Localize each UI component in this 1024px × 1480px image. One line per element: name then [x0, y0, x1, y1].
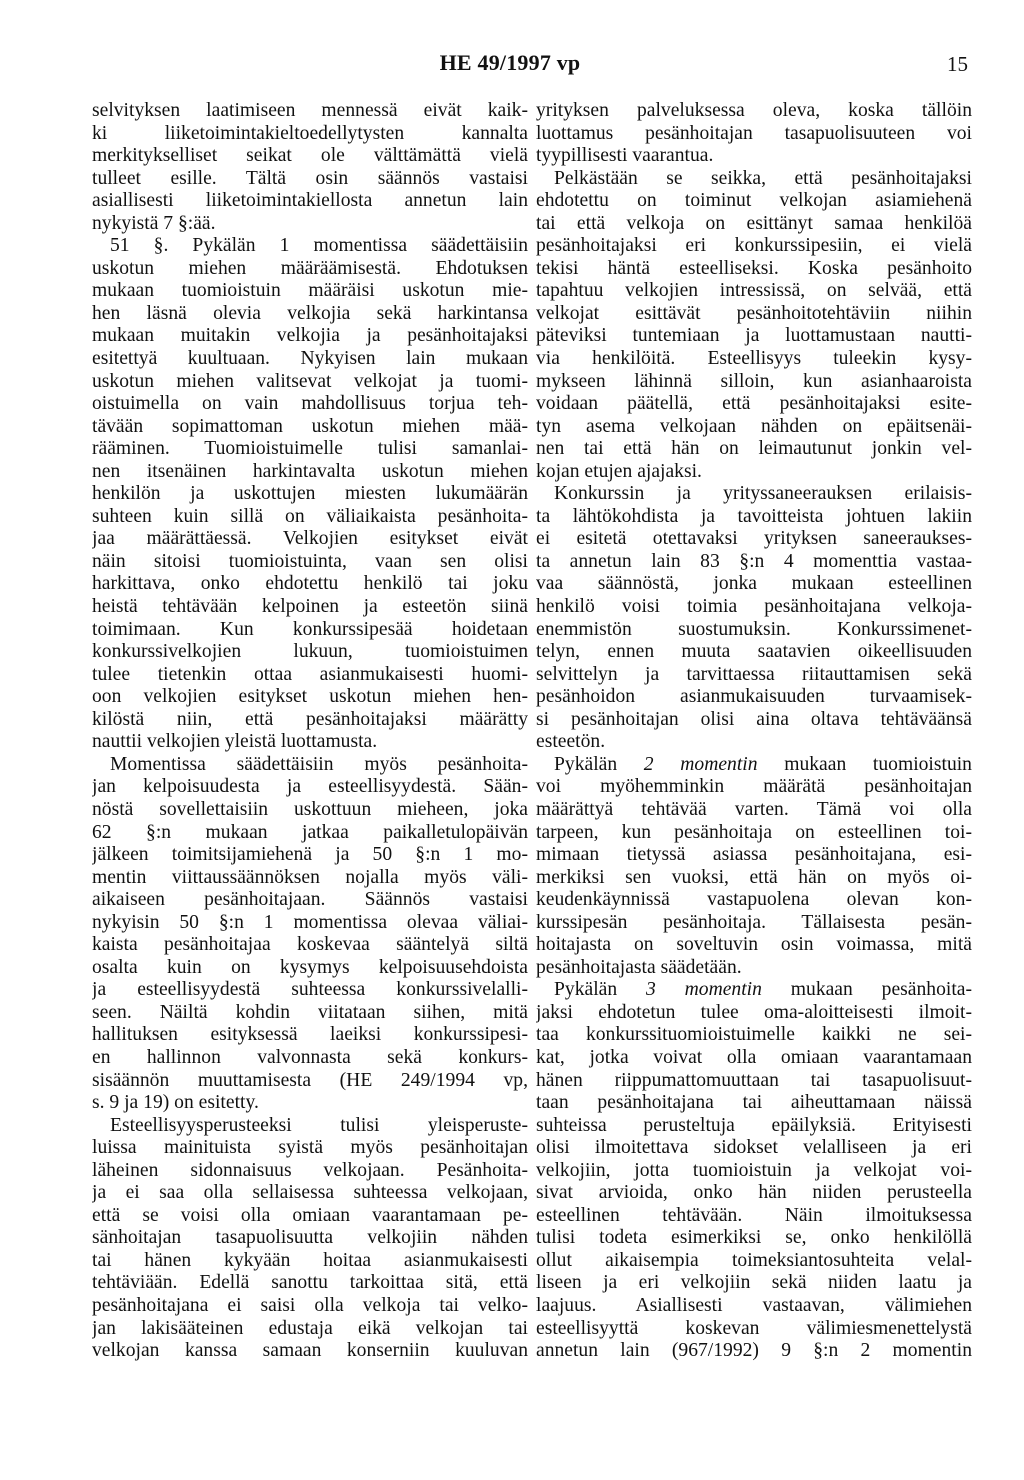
text-line: henkilö voisi toimia pesänhoitajana velkoja-	[536, 596, 972, 618]
text-line: tyn asema velkojaan nähden on epäitsenäi-	[536, 415, 972, 437]
text-line: mykseen lähinnä silloin, kun asianhaaroista	[536, 370, 972, 392]
text-line: tehtäviään. Edellä sanottu tarkoittaa sitä, että	[92, 1272, 528, 1294]
text-line: nöstä sovellettaisiin uskottuun mieheen, joka	[92, 798, 528, 820]
text-line: uskotun miehen valitsevat velkojat ja tuomi-	[92, 370, 528, 392]
text-line: esitettyä kuultuaan. Nykyisen lain mukaan	[92, 348, 528, 370]
text-line: sivat arvioida, onko hän niiden perusteella	[536, 1182, 972, 1204]
text-line: Pykälän 3 momentin mukaan pesänhoita-	[554, 979, 972, 1001]
text-line: näin sitoisi tuomioistuinta, vaan sen olisi	[92, 550, 528, 572]
text-line: nykyistä 7 §:ää.	[92, 212, 216, 234]
text-line: henkilön ja uskottujen miesten lukumäärän	[92, 483, 528, 505]
right-text-column	[536, 100, 972, 1363]
text-line: tai että velkoja on esittänyt samaa henkilöä	[536, 212, 972, 234]
text-line: jaa määrättäessä. Velkojien esitykset eivät	[92, 528, 528, 550]
page-header-title: HE 49/1997 vp	[439, 50, 581, 75]
text-line: läheinen sidonnaisuus velkojaan. Pesänhoita-	[92, 1159, 528, 1181]
text-line: harkittava, onko ehdotettu henkilö tai joku	[92, 573, 528, 595]
text-line: tarpeen, kun pesänhoitaja on esteellinen toi-	[536, 821, 972, 843]
text-line: sänhoitajan tasapuolisuutta velkojiin nähden	[92, 1227, 528, 1249]
text-line: si pesänhoitajan olisi aina oltava tehtäväänsä	[536, 708, 972, 730]
left-text-column	[92, 100, 528, 1363]
text-line: Konkurssin ja yrityssaneerauksen erilaisis-	[554, 483, 972, 505]
text-line: osalta kuin on kysymys kelpoisuusehdoista	[92, 956, 528, 978]
text-line: taan pesänhoitajana tai aiheuttamaan näissä	[536, 1092, 972, 1114]
text-line: luissa mainituista syistä myös pesänhoitajan	[92, 1137, 528, 1159]
text-line: pesänhoitajasta säädetään.	[536, 956, 742, 978]
text-line: päteviksi tuntemiaan ja luottamustaan nautti-	[536, 325, 972, 347]
text-line: laajuus. Asiallisesti vastaavan, välimiehen	[536, 1294, 972, 1316]
text-line: tapahtuu velkojien intressissä, on selvää, että	[536, 280, 972, 302]
text-line: Esteellisyysperusteeksi tulisi yleisperuste-	[110, 1114, 528, 1136]
text-line: suhteissa perusteltuja epäilyksiä. Erityisesti	[536, 1114, 972, 1136]
text-line: Momentissa säädettäisiin myös pesänhoita-	[110, 753, 528, 775]
text-line: kaista pesänhoitajaa koskevaa sääntelyä siltä	[92, 934, 528, 956]
text-line: Pykälän 2 momentin mukaan tuomioistuin	[554, 753, 972, 775]
text-line: asiallisesti liiketoimintakiellosta annetun lain	[92, 190, 528, 212]
text-line: että se voisi olla omiaan vaarantamaan pe-	[92, 1204, 528, 1226]
text-line: 51 §. Pykälän 1 momentissa säädettäisiin	[110, 235, 528, 257]
text-line: liseen ja eri velkojiin sekä niiden laatu ja	[536, 1272, 972, 1294]
text-line: mimaan tietyssä asiassa pesänhoitajana, esi-	[536, 844, 972, 866]
text-line: annetun lain (967/1992) 9 §:n 2 momentin	[536, 1340, 972, 1362]
text-line: telyn, ennen muuta saatavien oikeellisuuden	[536, 641, 972, 663]
text-line: nen tai että hän on leimautunut jonkin vel-	[536, 438, 972, 460]
text-line: taa konkurssituomioistuimelle kaikki ne sei-	[536, 1024, 972, 1046]
text-line: toimimaan. Kun konkurssipesää hoidetaan	[92, 618, 528, 640]
text-line: mukaan muitakin velkojia ja pesänhoitajaksi	[92, 325, 528, 347]
text-line: tai hänen kykyään hoitaa asianmukaisesti	[92, 1249, 528, 1271]
text-line: tulleet esille. Tältä osin säännös vastaisi	[92, 167, 528, 189]
text-line: esteellinen tehtävään. Näin ilmoituksessa	[536, 1204, 972, 1226]
text-line: ki liiketoimintakieltoedellytysten kannalta	[92, 122, 528, 144]
text-line: oistuimella on vain mahdollisuus torjua teh-	[92, 393, 528, 415]
text-line: enemmistön suostumuksin. Konkurssimenet-	[536, 618, 972, 640]
page-number: 15	[947, 52, 968, 76]
text-line: merkitykselliset seikat ole välttämättä vielä	[92, 145, 528, 167]
text-line: jan lakisääteinen edustaja eikä velkojan tai	[92, 1317, 528, 1339]
text-line: ja esteellisyydestä suhteessa konkurssivelalli-	[92, 979, 528, 1001]
text-line: oon velkojien esitykset uskotun miehen hen-	[92, 686, 528, 708]
text-line: aikaiseen pesänhoitajaan. Säännös vastaisi	[92, 889, 528, 911]
text-line: nauttii velkojien yleistä luottamusta.	[92, 731, 378, 753]
text-line: seen. Näiltä kohdin viitataan siihen, mitä	[92, 1001, 528, 1023]
text-line: 62 §:n mukaan jatkaa paikalletulopäivän	[92, 821, 528, 843]
text-line: nen itsenäinen harkintavalta uskotun miehen	[92, 460, 528, 482]
text-line: nykyisin 50 §:n 1 momentissa olevaa väliai-	[92, 911, 528, 933]
text-line: hänen riippumattomuuttaan tai tasapuolisuut-	[536, 1069, 972, 1091]
text-line: luottamus pesänhoitajan tasapuolisuuteen voi	[536, 122, 972, 144]
text-line: jälkeen toimitsijamiehenä ja 50 §:n 1 mo-	[92, 844, 528, 866]
text-line: pesänhoitajana ei saisi olla velkoja tai velko-	[92, 1294, 528, 1316]
text-line: uskotun miehen määräämisestä. Ehdotuksen	[92, 257, 528, 279]
text-line: merkiksi sen vuoksi, että hän on myös oi-	[536, 866, 972, 888]
text-line: tulee tietenkin ottaa asianmukaisesti huomi-	[92, 663, 528, 685]
text-line: sisäännön muuttamisesta (HE 249/1994 vp,	[92, 1069, 528, 1091]
text-line: selvityksen laatimiseen mennessä eivät kaik-	[92, 100, 528, 121]
text-line: via henkilöitä. Esteellisyys tuleekin kysy-	[536, 348, 972, 370]
text-line: voidaan päätellä, että pesänhoitajaksi esite-	[536, 393, 972, 415]
text-line: tävään sopimattoman uskotun miehen mää-	[92, 415, 528, 437]
text-line: pesänhoidon asianmukaisuuden turvaamisek-	[536, 686, 972, 708]
text-line: voi myöhemminkin määrätä pesänhoitajan	[536, 776, 972, 798]
text-line: ja ei saa olla sellaisessa suhteessa velkojaan,	[92, 1182, 528, 1204]
text-line: selvittelyn ja tarvittaessa riitauttamisen sekä	[536, 663, 972, 685]
text-line: tyypillisesti vaarantua.	[536, 145, 714, 167]
text-line: velkojat esittävät pesänhoitotehtäviin niihin	[536, 302, 972, 324]
text-line: suhteen kuin sillä on väliaikaista pesänhoita-	[92, 505, 528, 527]
text-line: konkurssivelkojien lukuun, tuomioistuimen	[92, 641, 528, 663]
text-line: pesänhoitajaksi eri konkurssipesiin, ei vielä	[536, 235, 972, 257]
text-line: kojan etujen ajajaksi.	[536, 460, 702, 482]
text-line: yrityksen palveluksessa oleva, koska tällöin	[536, 100, 972, 121]
text-line: hen läsnä olevia velkojia sekä harkintansa	[92, 302, 528, 324]
text-line: ta annetun lain 83 §:n 4 momenttia vastaa-	[536, 550, 972, 572]
text-line: velkojiin, jotta tuomioistuin ja velkojat voi-	[536, 1159, 972, 1181]
text-line: heistä tehtävään kelpoinen ja esteetön siinä	[92, 596, 528, 618]
text-line: ta lähtökohdista ja tavoitteista johtuen lakiin	[536, 505, 972, 527]
text-line: jan kelpoisuudesta ja esteellisyydestä. Sään-	[92, 776, 528, 798]
text-line: mukaan tuomioistuin määräisi uskotun mie-	[92, 280, 528, 302]
text-line: velkojan kanssa samaan konserniin kuuluvan	[92, 1340, 528, 1362]
text-line: vaa säännöstä, jonka mukaan esteellinen	[536, 573, 972, 595]
text-line: olisi ilmoitettava sidokset velalliseen ja eri	[536, 1137, 972, 1159]
text-line: mentin viittaussäännöksen nojalla myös väli-	[92, 866, 528, 888]
text-line: kurssipesän pesänhoitaja. Tällaisesta pesän-	[536, 911, 972, 933]
text-line: keudenkäynnissä vastapuolena olevan kon-	[536, 889, 972, 911]
text-line: ei esitetä otettavaksi yrityksen saneeraukses-	[536, 528, 972, 550]
text-line: jaksi ehdotetun tulee oma-aloitteisesti ilmoit-	[536, 1001, 972, 1023]
text-line: tulisi todeta esimerkiksi se, onko henkilöllä	[536, 1227, 972, 1249]
text-line: kilöstä niin, että pesänhoitajaksi määrätty	[92, 708, 528, 730]
text-line: kat, jotka voivat olla omiaan vaarantamaan	[536, 1046, 972, 1068]
text-line: esteellisyyttä koskevan välimiesmenettelystä	[536, 1317, 972, 1339]
text-line: rääminen. Tuomioistuimelle tulisi samanlai-	[92, 438, 528, 460]
text-line: hallituksen esityksessä laeiksi konkurssipesi-	[92, 1024, 528, 1046]
text-line: tekisi häntä esteelliseksi. Koska pesänhoito	[536, 257, 972, 279]
text-line: hoitajasta on soveltuvin osin voimassa, mitä	[536, 934, 972, 956]
text-line: s. 9 ja 19) on esitetty.	[92, 1092, 259, 1114]
text-line: Pelkästään se seikka, että pesänhoitajaksi	[554, 167, 972, 189]
text-line: ollut aikaisempia toimeksiantosuhteita velal-	[536, 1249, 972, 1271]
text-line: en hallinnon valvonnasta sekä konkurs-	[92, 1046, 528, 1068]
text-line: esteetön.	[536, 731, 606, 753]
text-line: määrättyä tehtävää varten. Tämä voi olla	[536, 798, 972, 820]
text-line: ehdotettu on toiminut velkojan asiamiehenä	[536, 190, 972, 212]
